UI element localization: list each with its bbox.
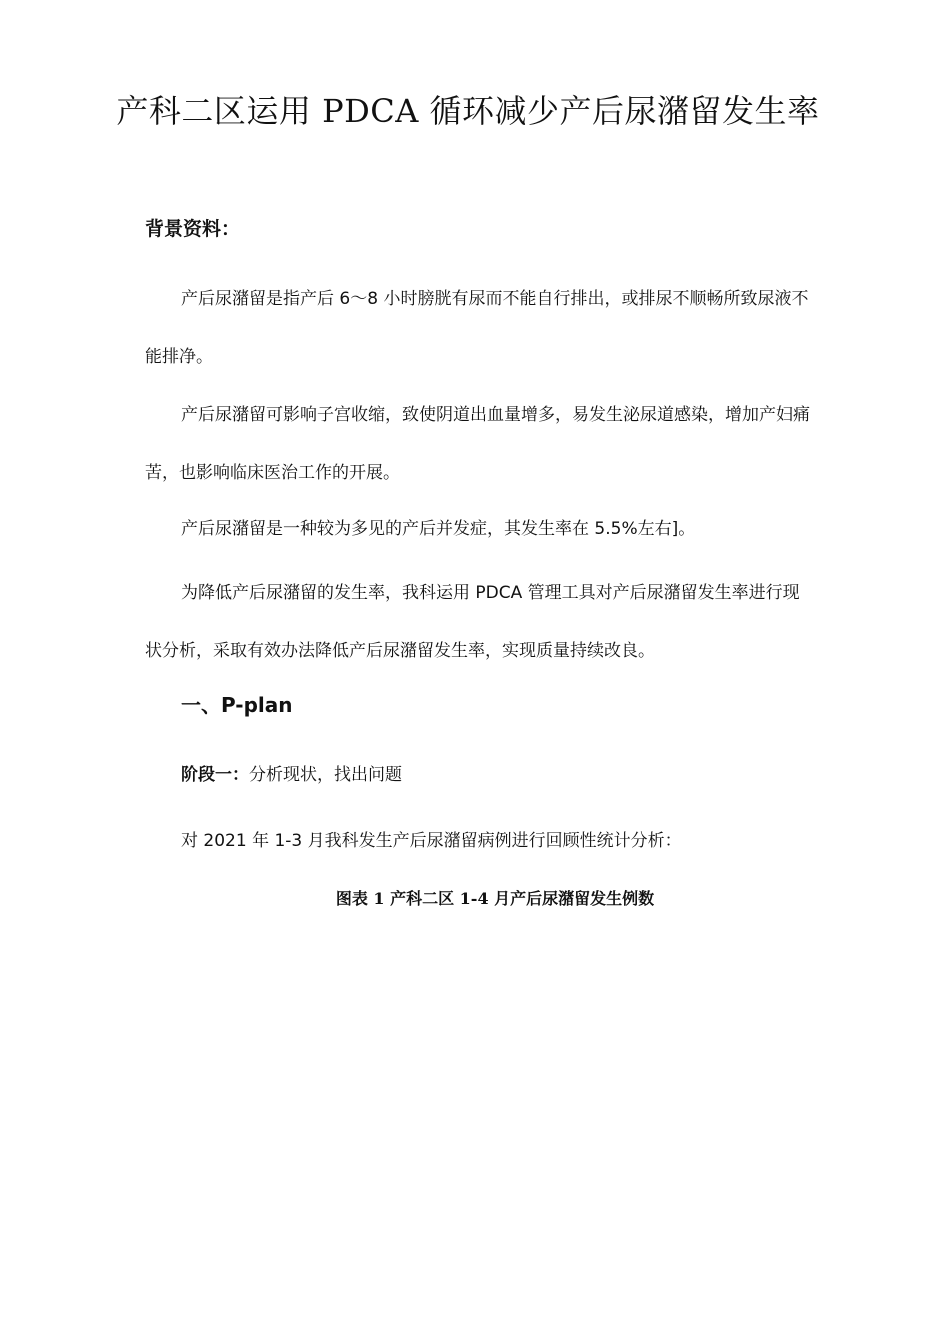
paragraph-definition: 产后尿潴留是指产后 6～8 小时膀胱有尿而不能自行排出，或排尿不顺畅所致尿液不能排净。 (145, 289, 809, 367)
stage-one-line (181, 758, 402, 792)
figure-caption: 图表 1 产科二区 1-4 月产后尿潴留发生例数 (335, 889, 655, 908)
document-title: 产科二区运用 PDCA 循环减少产后尿潴留发生率 (116, 92, 820, 130)
paragraph-purpose: 为降低产后尿潴留的发生率，我科运用 PDCA 管理工具对产后尿潴留发生率进行现状分析，采取有效办法降低产后尿潴留发生率，实现质量持续改良。 (145, 583, 800, 661)
paragraph-incidence: 产后尿潴留是一种较为多见的产后并发症，其发生率在 5.5%左右]。 (181, 519, 696, 539)
stage-label: 阶段一： (181, 765, 249, 785)
paragraph-impact: 产后尿潴留可影响子宫收缩，致使阴道出血量增多，易发生泌尿道感染，增加产妇痛苦，也影响临床医治工作的开展。 (145, 405, 810, 483)
plan-heading: 一、P-plan (181, 693, 293, 717)
background-label: 背景资料： (145, 218, 241, 240)
stage-text: 分析现状，找出问题 (249, 765, 402, 785)
analysis-intro: 对 2021 年 1-3 月我科发生产后尿潴留病例进行回顾性统计分析： (181, 831, 682, 851)
